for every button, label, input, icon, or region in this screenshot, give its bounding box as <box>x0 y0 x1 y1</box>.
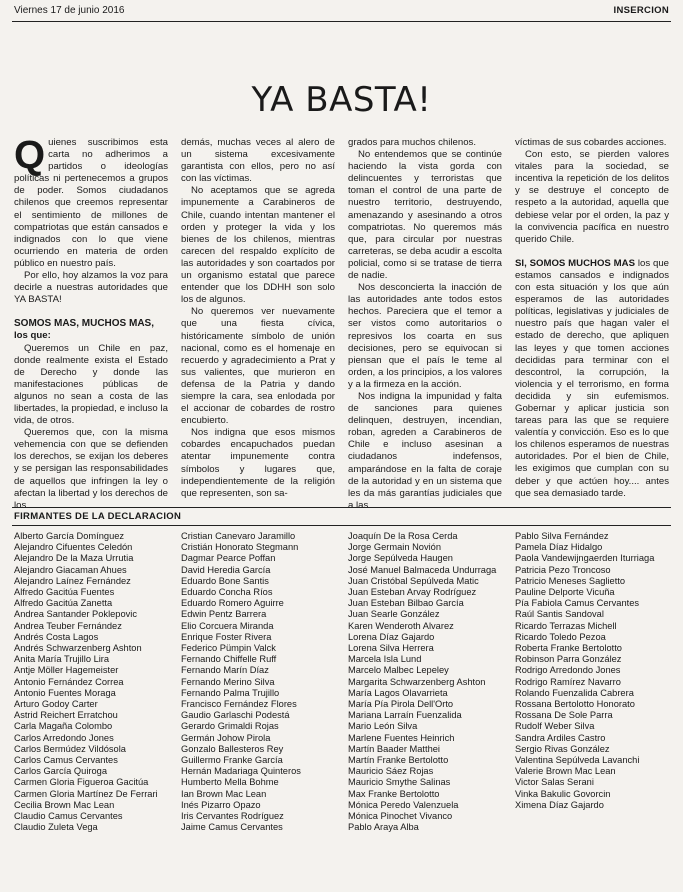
signer-name: Carlos Arredondo Jones <box>14 732 114 743</box>
signer-name: Raúl Santis Sandoval <box>515 609 604 620</box>
signer-name: David Heredia García <box>181 564 271 575</box>
signer-name: Margarita Schwarzenberg Ashton <box>348 676 486 687</box>
signer-name: Pamela Díaz Hidalgo <box>515 542 603 553</box>
signer-name: Gonzalo Ballesteros Rey <box>181 743 284 754</box>
signer-name: Eduardo Concha Ríos <box>181 587 273 598</box>
signer-name: Sandra Ardiles Castro <box>515 732 606 743</box>
signer-name: Joaquín De la Rosa Cerda <box>348 531 458 541</box>
signers-list <box>14 531 669 833</box>
signer-name: Alejandro Laínez Fernández <box>14 575 131 586</box>
signer-name: Pía Fabiola Camus Cervantes <box>515 598 640 609</box>
signer-name: Rolando Fuenzalida Cabrera <box>515 687 634 698</box>
signer-name: Victor Salas Serani <box>515 777 594 788</box>
signer-name: Carlos Camus Cervantes <box>14 755 118 766</box>
headline: YA BASTA! <box>251 80 432 120</box>
signer-name: Juan Searle González <box>348 609 440 620</box>
signer-name: Valentina Sepúlveda Lavanchi <box>515 755 640 766</box>
signer-name: Martín Franke Bertolotto <box>348 755 449 766</box>
signer-name: Mariana Larraín Fuenzalida <box>348 710 462 721</box>
signer-name: Alfredo Gacitúa Zanetta <box>14 598 113 609</box>
signer-name: Mauricio Smythe Salinas <box>348 777 451 788</box>
signer-name: Ian Brown Mac Lean <box>181 788 267 799</box>
signer-name: Marcela Isla Lund <box>348 654 422 665</box>
signer-name: Fernando Palma Trujillo <box>181 687 280 698</box>
signer-name: Fernando Marín Díaz <box>181 665 269 676</box>
signer-name: Claudio Camus Cervantes <box>14 811 123 822</box>
signer-name: Alejandro Cifuentes Celedón <box>14 542 133 553</box>
signer-name: Enrique Foster Rivera <box>181 631 272 642</box>
signer-name: Rossana Bertolotto Honorato <box>515 699 635 710</box>
signer-name: Antonio Fuentes Moraga <box>14 687 116 698</box>
signer-name: Karen Wenderoth Alvarez <box>348 620 454 631</box>
signer-name: Valerie Brown Mac Lean <box>515 766 616 777</box>
signer-name: Edwin Pentz Barrera <box>181 609 267 620</box>
paragraph: Nos indigna la impunidad y falta de sanciones para quienes delinquen, destruyen, incendian, roban, agreden a Carabineros de Chile e incluso asesinan a ciudadanos indefensos, amparándose en la falta de coraje de la autoridad y en un sistema que les da más garantías judiciales que a las <box>348 390 502 511</box>
signer-name: Andrés Costa Lagos <box>14 631 99 642</box>
signer-name: Astrid Reichert Erratchou <box>14 710 118 721</box>
paragraph: Queremos que, con la misma vehemencia con que se defienden los derechos, se exijan los deberes y se persigan las responsabilidades de aquellos que infringen la ley o afectan la libertad y los derechos de los <box>14 427 168 511</box>
section-label: INSERCION <box>613 5 669 16</box>
signer-name: Carlos García Quiroga <box>14 766 108 777</box>
signer-name: Carmen Gloria Martínez De Ferrari <box>14 788 158 799</box>
letter-body <box>14 133 669 511</box>
signer-name: Francisco Fernández Flores <box>181 699 297 710</box>
column-4 <box>515 137 669 497</box>
paragraph: No aceptamos que se agreda impunemente a Carabineros de Chile, cuando intentan mantener el orden y proteger la vida y los bienes de los chilenos, mientras carecen del respaldo explícito de las autoridades y son coartados por un organismo estatal que parece entender que los DDHH son solo los de algunos. <box>181 185 335 306</box>
signer-name: Alejandro De la Maza Urrutia <box>14 553 134 564</box>
signer-name: Max Franke Bertolotto <box>348 788 440 799</box>
signer-name: Fernando Merino Silva <box>181 676 275 687</box>
signer-name: Carmen Gloria Figueroa Gacitúa <box>14 777 149 788</box>
signer-name: Iris Cervantes Rodríguez <box>181 811 284 822</box>
signer-name: Germán Johow Pirola <box>181 732 271 743</box>
signers-column-1 <box>14 531 168 833</box>
signer-name: Claudio Zuleta Vega <box>14 822 98 833</box>
signers-column-2 <box>181 531 335 833</box>
column-3 <box>348 137 502 511</box>
signers-divider <box>12 525 671 526</box>
signer-name: Rodrigo Arredondo Jones <box>515 665 621 676</box>
paragraph: No queremos ver nuevamente que una fiesta cívica, históricamente símbolo de unión nacional, como es el homenaje en recuerdo y agradecimiento a Prat y sus valientes, que murieron en defensa de la Patria y dando siempre la cara, sea enlodada por el accionar de cobardes de rostro encubierto. <box>181 306 335 427</box>
paragraph: demás, muchas veces al alero de un sistema excesivamente garantista con ellos, pero no así con las víctimas. <box>181 137 335 185</box>
signer-name: Fernando Chiffelle Ruff <box>181 654 277 665</box>
signer-name: Juan Esteban Bilbao García <box>348 598 464 609</box>
signer-name: Cristián Honorato Stegmann <box>181 542 299 553</box>
subheading: SOMOS MAS, MUCHOS MAS, <box>14 318 155 330</box>
signer-name: Alejandro Giacaman Ahues <box>14 564 127 575</box>
signer-name: Alfredo Gacitúa Fuentes <box>14 587 115 598</box>
signer-name: Andrea Teuber Fernández <box>14 620 122 631</box>
column-1 <box>14 133 168 511</box>
signer-name: Mario León Silva <box>348 721 418 732</box>
signer-name: Mónica Pinochet Vivanco <box>348 811 453 822</box>
signer-name: Jorge Germain Novión <box>348 542 442 553</box>
signer-name: Rossana De Sole Parra <box>515 710 613 721</box>
signer-name: Paola Vandewijngaerden Iturriaga <box>515 553 655 564</box>
signer-name: Ricardo Toledo Pezoa <box>515 631 606 642</box>
signer-name: Hernán Madariaga Quinteros <box>181 766 301 777</box>
signer-name: Rudolf Weber Silva <box>515 721 595 732</box>
signer-name: Roberta Franke Bertolotto <box>515 643 622 654</box>
signer-name: Ricardo Terrazas Michell <box>515 620 617 631</box>
signers-column-4 <box>515 531 669 833</box>
signer-name: Pablo Silva Fernández <box>515 531 609 541</box>
signer-name: Inés Pizarro Opazo <box>181 799 261 810</box>
paragraph: Por ello, hoy alzamos la voz para decirle a nuestras autoridades que YA BASTA! <box>14 270 168 306</box>
signer-name: Jaime Camus Cervantes <box>181 822 283 833</box>
paragraph: No entendemos que se continúe haciendo la vista gorda con delincuentes y terroristas que toman el control de una parte de nuestro territorio, destruyendo, amenazando y asesinando a otros compatriotas. No queremos más que, para circular por nuestras carreteras, se deba acudir a escolta policial, como si se tratase de tierra de nadie. <box>348 149 502 282</box>
signer-name: Rodrigo Ramírez Navarro <box>515 676 621 687</box>
signer-name: Robinson Parra González <box>515 654 622 665</box>
signer-name: Eduardo Romero Aguirre <box>181 598 284 609</box>
signer-name: Humberto Mella Bohme <box>181 777 279 788</box>
signer-name: Mauricio Sáez Rojas <box>348 766 434 777</box>
column-2 <box>181 137 335 497</box>
signer-name: Sergio Rivas González <box>515 743 610 754</box>
signer-name: Gerardo Grimaldi Rojas <box>181 721 279 732</box>
paragraph: SI, SOMOS MUCHOS MAS los que estamos cansados e indignados con esta situación y los que aún esperamos de las autoridades políticas, legislativas y judiciales de nuestro país que hagan valer el estado de derecho, que apliquen las leyes y que tomen acciones decididas para terminar con el descontrol, la corrupción, la violencia y el terrorismo, en forma decidida y sin eufemismos. Gobernar y aplicar justicia son tareas para las que se requiere valentía y convicción. Eso es lo que los chilenos esperamos de nuestras autoridades. Por el bien de Chile, les exigimos que cumplan con su deber y que actúen hoy.... antes que sea demasiado tarde. <box>515 257 669 499</box>
signer-name: Eduardo Bone Santis <box>181 575 269 586</box>
top-divider <box>12 21 671 22</box>
signers-column-3 <box>348 531 502 833</box>
signer-name: Marlene Fuentes Heinrich <box>348 732 455 743</box>
drop-cap: Q <box>14 133 46 177</box>
signer-name: Antje Möller Hagemeister <box>14 665 119 676</box>
signer-name: Patricia Pezo Troncoso <box>515 564 611 575</box>
signer-name: Vinka Bakulic Govorcin <box>515 788 611 799</box>
signer-name: Jorge Sepúlveda Haugen <box>348 553 453 564</box>
section-divider <box>12 507 671 508</box>
signer-name: Guillermo Franke García <box>181 755 283 766</box>
signer-name: María Lagos Olavarrieta <box>348 687 448 698</box>
signer-name: Martín Baader Matthei <box>348 743 440 754</box>
issue-date: Viernes 17 de junio 2016 <box>14 5 125 16</box>
signer-name: Cristian Canevaro Jaramillo <box>181 531 296 541</box>
signer-name: Patricio Meneses Saglietto <box>515 575 626 586</box>
paragraph: Quienes suscribimos esta carta no adherimos a partidos o ideologías políticas ni pertenecemos a grupos de poder. Somos ciudadanos chilenos que creemos representar el sentimiento de millones de compatriotas que están cansados e indignados con lo que viene ocurriendo en materia de orden público en nuestro país. <box>14 133 168 269</box>
signer-name: Federico Pümpin Valck <box>181 643 276 654</box>
signer-name: Carlos Bermúdez Vildósola <box>14 743 126 754</box>
signer-name: Lorena Díaz Gajardo <box>348 631 435 642</box>
paragraph: Nos indigna que esos mismos cobardes encapuchados puedan atentar impunemente contra símbolos y lugares que, independientemente de la religión que representen, son sa- <box>181 427 335 499</box>
signer-name: Arturo Godoy Carter <box>14 699 98 710</box>
signer-name: Gaudio Garlaschi Podestá <box>181 710 290 721</box>
signers-title: FIRMANTES DE LA DECLARACION <box>14 511 182 522</box>
signer-name: María Pía Pirola Dell'Orto <box>348 699 454 710</box>
signer-name: Mónica Peredo Valenzuela <box>348 799 459 810</box>
signer-name: Marcelo Malbec Lepeley <box>348 665 449 676</box>
signer-name: Juan Cristóbal Sepúlveda Matic <box>348 575 479 586</box>
signer-name: Pablo Araya Alba <box>348 822 419 833</box>
signer-name: Andrés Schwarzenberg Ashton <box>14 643 142 654</box>
signer-name: Cecilia Brown Mac Lean <box>14 799 115 810</box>
signer-name: Pauline Delporte Vicuña <box>515 587 615 598</box>
paragraph: grados para muchos chilenos. <box>348 137 476 148</box>
signer-name: Elio Corcuera Miranda <box>181 620 274 631</box>
signer-name: Alberto García Domínguez <box>14 531 125 541</box>
signer-name: Dagmar Pearce Poffan <box>181 553 276 564</box>
paragraph: Queremos un Chile en paz, donde realmente exista el Estado de Derecho y donde las manifestaciones públicas de algunos no sean a costa de las libertades, la propiedad, e incluso la vida, de otros. <box>14 342 168 427</box>
signer-name: Lorena Silva Herrera <box>348 643 434 654</box>
signer-name: Antonio Fernández Correa <box>14 676 124 687</box>
paragraph: víctimas de sus cobardes acciones. <box>515 137 667 148</box>
paragraph: Nos desconcierta la inacción de las autoridades ante todos estos hechos. Pareciera que el temor a ser vistos como autoritarios o represivos los coarta en sus decisiones, pero se equivocan si piensan que el país le teme al orden, a los principios, a los valores y a la firmeza en la acción. <box>348 282 502 390</box>
signer-name: Carla Magaña Colombo <box>14 721 113 732</box>
signer-name: José Manuel Balmaceda Undurraga <box>348 564 497 575</box>
signer-name: Anita María Trujillo Lira <box>14 654 110 665</box>
signer-name: Juan Esteban Arvay Rodríguez <box>348 587 477 598</box>
signer-name: Ximena Díaz Gajardo <box>515 799 604 810</box>
subheading-continuation: los que: <box>14 330 51 342</box>
paragraph: Con esto, se pierden valores vitales para la sociedad, se incentiva la repetición de los delitos y se destruye el concepto de respeto a la autoridad, aquella que debiese velar por el orden, la paz y la convivencia pacífica en nuestro querido Chile. <box>515 149 669 245</box>
signer-name: Andrea Santander Poklepovic <box>14 609 138 620</box>
